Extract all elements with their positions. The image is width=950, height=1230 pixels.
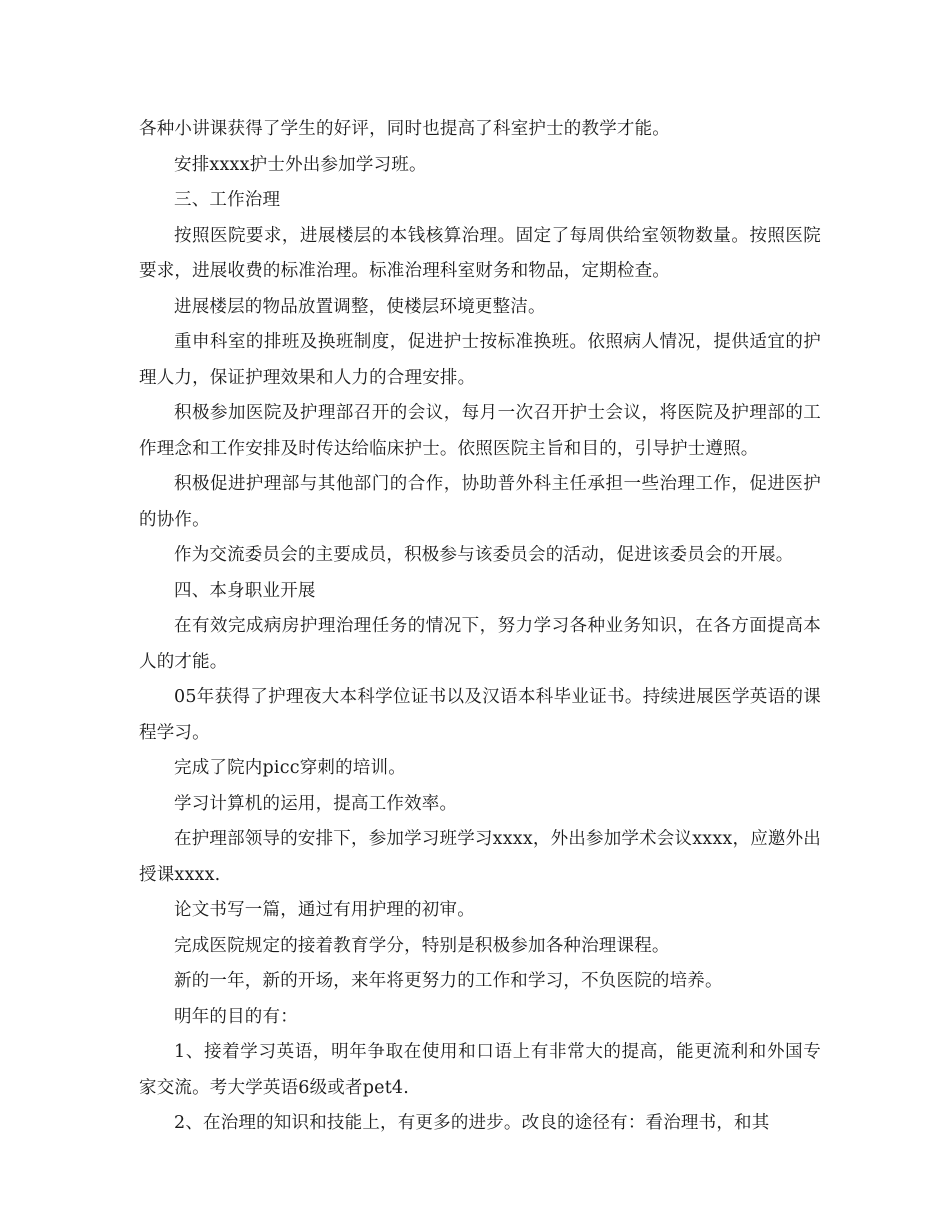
paragraph: 完成医院规定的接着教育学分，特别是积极参加各种治理课程。 (174, 935, 670, 956)
paragraph: 积极促进护理部与其他部门的合作，协助普外科主任承担一些治理工作，促进医护的协作。 (139, 474, 821, 530)
paragraph: 05年获得了护理夜大本科学位证书以及汉语本科毕业证书。持续进展医学英语的课程学习。 (139, 687, 821, 743)
list-item: 1、接着学习英语，明年争取在使用和口语上有非常大的提高，能更流利和外国专家交流。考大学英语6级或者pet4. (139, 1042, 821, 1098)
paragraph: 重申科室的排班及换班制度，促进护士按标准换班。依照病人情况，提供适宜的护理人力，保证护理效果和人力的合理安排。 (139, 332, 821, 388)
paragraph: 明年的目的有： (174, 1006, 298, 1027)
paragraph: 学习计算机的运用，提高工作效率。 (174, 793, 458, 814)
paragraph: 论文书写一篇，通过有用护理的初审。 (174, 900, 475, 920)
paragraph: 在有效完成病房护理治理任务的情况下，努力学习各种业务知识，在各方面提高本人的才能。 (139, 616, 821, 672)
paragraph: 作为交流委员会的主要成员，积极参与该委员会的活动，促进该委员会的开展。 (174, 545, 794, 565)
paragraph: 按照医院要求，进展楼层的本钱核算治理。固定了每周供给室领物数量。按照医院要求，进展收费的标准治理。标准治理科室财务和物品，定期检查。 (139, 225, 821, 281)
list-item: 2、在治理的知识和技能上，有更多的进步。改良的途径有：看治理书，和其 (174, 1113, 770, 1133)
paragraph: 新的一年，新的开场，来年将更努力的工作和学习，不负医院的培养。 (174, 971, 723, 991)
paragraph: 安排xxxx护士外出参加学习班。 (174, 154, 427, 175)
paragraph: 进展楼层的物品放置调整，使楼层环境更整洁。 (174, 296, 546, 317)
document-body (139, 112, 821, 1142)
section-heading: 三、工作治理 (174, 190, 281, 210)
paragraph: 各种小讲课获得了学生的好评，同时也提高了科室护士的教学才能。 (139, 119, 670, 139)
paragraph: 积极参加医院及护理部召开的会议，每月一次召开护士会议，将医院及护理部的工作理念和工作安排及时传达给临床护士。依照医院主旨和目的，引导护士遵照。 (139, 403, 821, 459)
paragraph: 完成了院内picc穿刺的培训。 (174, 758, 406, 778)
section-heading: 四、本身职业开展 (174, 580, 316, 601)
paragraph: 在护理部领导的安排下，参加学习班学习xxxx，外出参加学术会议xxxx，应邀外出授课xxxx. (139, 829, 821, 885)
